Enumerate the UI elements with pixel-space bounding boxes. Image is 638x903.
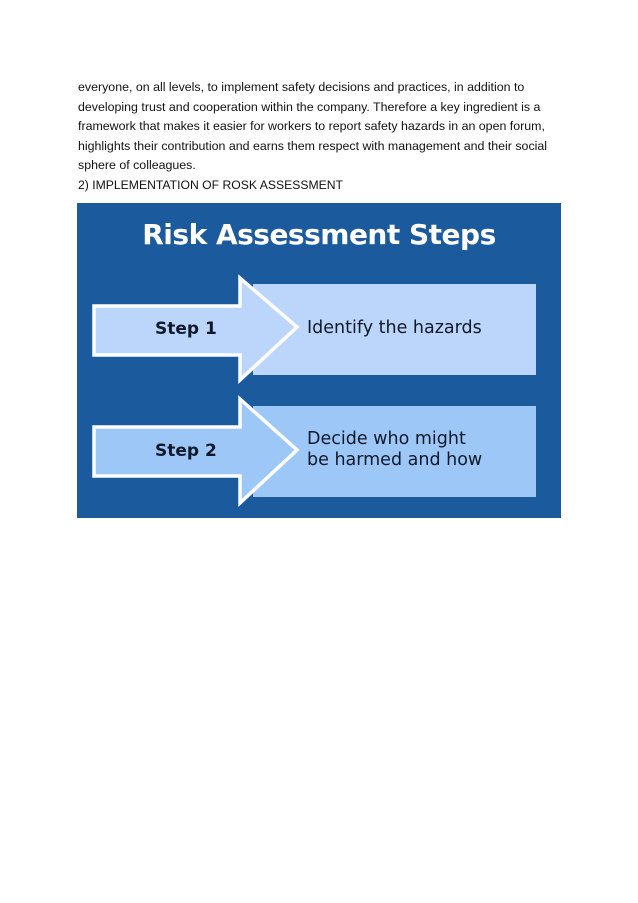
step2-description: [307, 429, 482, 471]
step2-description-line: be harmed and how: [307, 450, 483, 470]
paragraph-line: framework that makes it easier for workers to report safety hazards in an open forum,: [78, 119, 545, 134]
section-heading: 2) IMPLEMENTATION OF ROSK ASSESSMENT: [78, 178, 344, 192]
figure-title: Risk Assessment Steps: [142, 218, 496, 251]
paragraph-line: developing trust and cooperation within the company. Therefore a key ingredient is a: [78, 99, 541, 114]
paragraph-line: highlights their contribution and earns them respect with management and their social: [78, 138, 548, 153]
body-paragraph: [78, 78, 568, 176]
paragraph-line: everyone, on all levels, to implement safety decisions and practices, in addition to: [78, 80, 525, 94]
paragraph-line: sphere of colleagues.: [78, 158, 196, 173]
step1-description-line: Identify the hazards: [307, 318, 482, 338]
step1-label: Step 1: [155, 319, 217, 339]
step2-label: Step 2: [155, 441, 217, 461]
risk-assessment-figure: [77, 203, 561, 518]
step1-description: [307, 318, 482, 339]
step2-description-line: Decide who might: [307, 429, 466, 449]
